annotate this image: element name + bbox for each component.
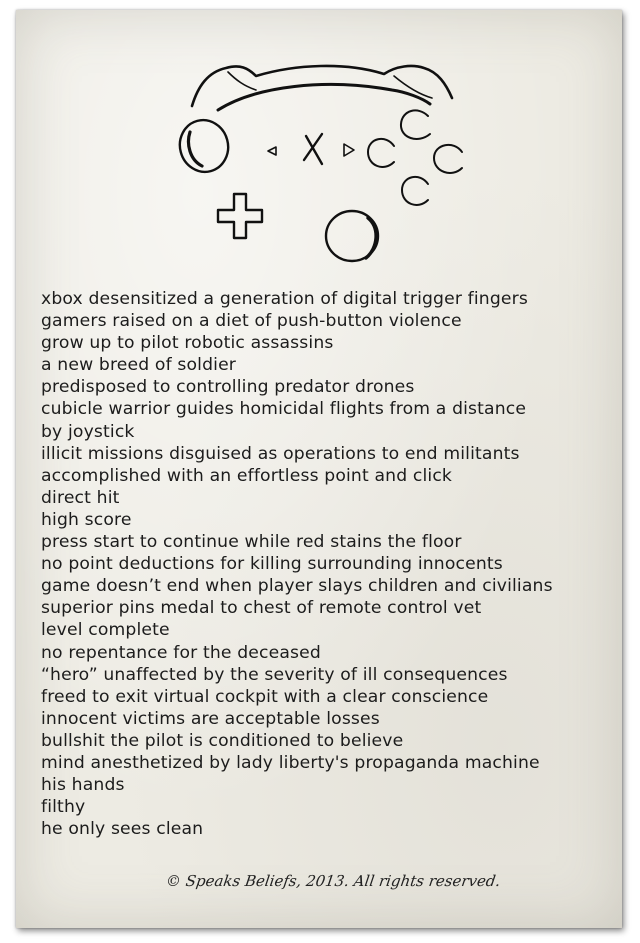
poem-line: innocent victims are acceptable losses: [41, 708, 380, 729]
poem-line: mind anesthetized by lady liberty's propaganda machine: [41, 752, 540, 773]
copyright-signature: © Speaks Beliefs, 2013. All rights reserved.: [164, 872, 502, 890]
poem-line: his hands: [41, 775, 125, 796]
back-button: [268, 147, 276, 155]
game-controller-icon: [156, 46, 476, 271]
dpad-icon: [218, 194, 262, 238]
face-button-right: [434, 145, 462, 173]
start-button: [344, 144, 354, 156]
poem-line: no point deductions for killing surrounding innocents: [41, 554, 503, 575]
poem-line: by joystick: [41, 421, 135, 442]
poem-text: [41, 288, 611, 840]
poem-line: grow up to pilot robotic assassins: [41, 333, 334, 354]
poem-line: direct hit: [41, 487, 120, 508]
poem-line: illicit missions disguised as operations to end militants: [41, 443, 520, 464]
poem-line: gamers raised on a diet of push-button violence: [41, 311, 462, 332]
poem-line: accomplished with an effortless point and click: [41, 465, 453, 486]
poem-line: no repentance for the deceased: [41, 642, 321, 663]
poem-line: level complete: [41, 620, 170, 641]
poem-line: high score: [41, 509, 132, 530]
poem-line: xbox desensitized a generation of digital trigger fingers: [41, 289, 528, 309]
face-button-bottom: [402, 177, 428, 205]
poem-line: filthy: [41, 797, 86, 818]
face-button-top: [401, 110, 430, 139]
right-thumbstick-ring: [366, 218, 376, 258]
poem-line: superior pins medal to chest of remote control vet: [41, 598, 482, 619]
face-button-left: [368, 139, 394, 167]
left-thumbstick: [174, 115, 234, 178]
poem-line: cubicle warrior guides homicidal flights from a distance: [41, 399, 527, 420]
poem-line: predisposed to controlling predator drones: [41, 377, 415, 398]
poem-line: he only sees clean: [41, 819, 204, 840]
poem-line: freed to exit virtual cockpit with a clear conscience: [41, 686, 489, 707]
poem-line: a new breed of soldier: [41, 355, 237, 376]
poem-line: bullshit the pilot is conditioned to believe: [41, 730, 404, 751]
poem-line: press start to continue while red stains the floor: [41, 532, 462, 553]
left-thumbstick-ring: [189, 132, 203, 166]
guide-x-mark: [304, 134, 322, 164]
poem-line: “hero” unaffected by the severity of ill consequences: [41, 664, 508, 685]
poem-card: [16, 10, 622, 928]
poem-line: game doesn’t end when player slays children and civilians: [41, 576, 553, 597]
controller-left-bumper: [228, 72, 256, 90]
